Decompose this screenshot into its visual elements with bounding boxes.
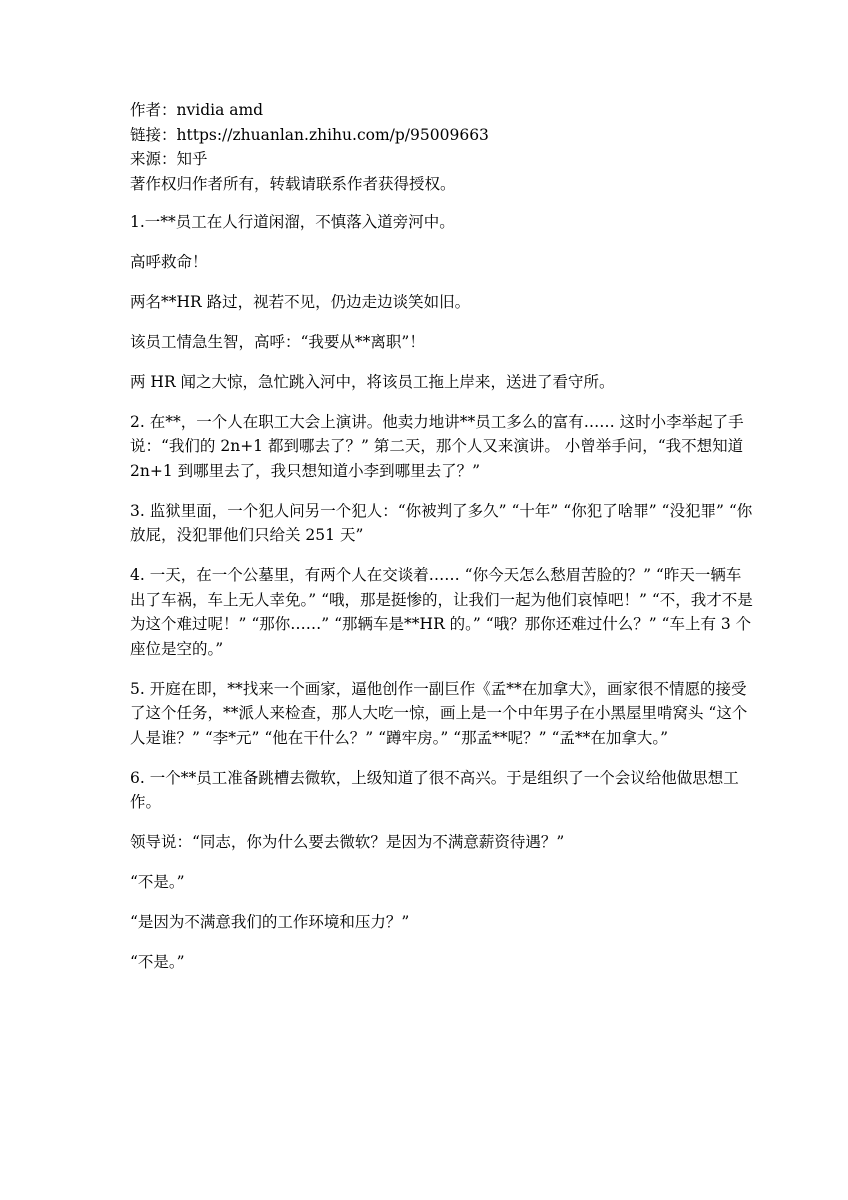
joke-6-paragraph: 6. 一个**员工准备跳槽去微软，上级知道了很不高兴。于是组织了一个会议给他做思想工作。 [130, 768, 739, 811]
joke-5-paragraph: 5. 开庭在即，**找来一个画家，逼他创作一副巨作《孟**在加拿大》，画家很不情愿的接受了这个任务，**派人来检查，那人大吃一惊，画上是一个中年男子在小黑屋里啃窝头 “这个人是谁？” “李*元” “他在干什么？” “蹲牢房。” “那孟**呢？” “孟**在加拿大。” [130, 679, 748, 747]
joke-1-paragraph: 高呼救命！ [130, 252, 208, 271]
dialogue-line: “不是。” [130, 873, 185, 891]
joke-4-paragraph: 4. 一天，在一个公墓里，有两个人在交谈着…… “你今天怎么愁眉苦脸的？” “昨天一辆车出了车祸，车上无人幸免。” “哦，那是挺惨的，让我们一起为他们哀悼吧！” “不，我才不是为这个难过呢！” “那你……” “那辆车是**HR 的。” “哦？那你还难过什么？” “车上有 3 个座位是空的。” [130, 566, 753, 658]
author-line: 作者：nvidia amd [130, 101, 264, 119]
link-line: 链接：https://zhuanlan.zhihu.com/p/95009663 [130, 125, 489, 144]
joke-2-paragraph: 2. 在**，一个人在职工大会上演讲。他卖力地讲**员工多么的富有…… 这时小李举起了手说：“我们的 2n+1 都到哪去了？” 第二天，那个人又来演讲。 小曾举手问，“我不想知道 2n+1 到哪里去了，我只想知道小李到哪里去了？” [130, 412, 744, 480]
joke-1-paragraph: 该员工情急生智，高呼：“我要从**离职”！ [130, 332, 425, 351]
dialogue-line: 领导说：“同志，你为什么要去微软？是因为不满意薪资待遇？” [130, 833, 565, 851]
joke-3-paragraph: 3. 监狱里面，一个犯人问另一个犯人：“你被判了多久” “十年” “你犯了啥罪” “没犯罪” “你放屁，没犯罪他们只给关 251 天” [130, 501, 753, 544]
document-page [130, 98, 755, 975]
source-line: 来源：知乎 [130, 150, 208, 168]
joke-1-paragraph: 两名**HR 路过，视若不见，仍边走边谈笑如旧。 [130, 292, 471, 311]
dialogue-line: “不是。” [130, 953, 185, 971]
copyright-line: 著作权归作者所有，转载请联系作者获得授权。 [130, 174, 456, 193]
dialogue-line: “是因为不满意我们的工作环境和压力？” [130, 913, 410, 931]
joke-1-paragraph: 两 HR 闻之大惊，急忙跳入河中，将该员工拖上岸来，送进了看守所。 [130, 372, 615, 391]
joke-1-paragraph: 1.一**员工在人行道闲溜，不慎落入道旁河中。 [130, 212, 455, 231]
